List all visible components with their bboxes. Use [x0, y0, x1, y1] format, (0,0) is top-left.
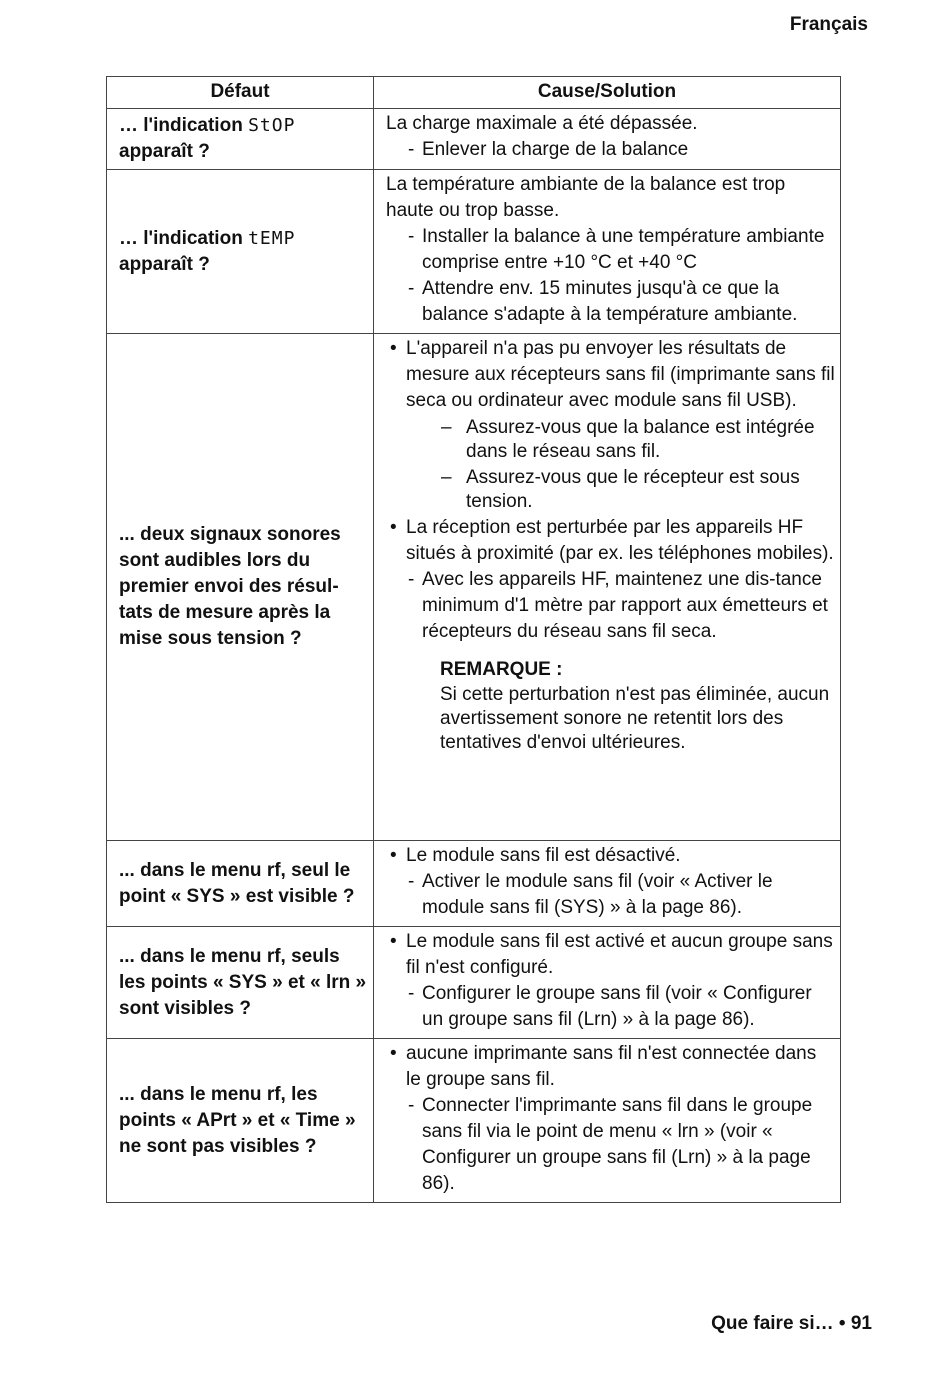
- defaut-cell: [107, 170, 374, 334]
- cause-bullet: • Le module sans fil est désactivé.: [386, 843, 836, 869]
- table-row: [107, 927, 841, 1039]
- defaut-cell: ... dans le menu rf, seul le point « SYS » est visible ?: [107, 841, 374, 927]
- solution-substep: – Assurez-vous que le récepteur est sous tension.: [386, 466, 836, 514]
- solution-cell: [374, 334, 841, 841]
- column-header-cause: Cause/Solution: [374, 77, 841, 109]
- display-indicator-stop: StOP: [248, 115, 296, 136]
- solution-cell: [374, 841, 841, 927]
- remark-block: [440, 657, 836, 755]
- table-row: [107, 334, 841, 841]
- solution-cell: [374, 1039, 841, 1203]
- page-footer: Que faire si… • 91: [711, 1313, 872, 1334]
- defaut-cell: [107, 109, 374, 170]
- solution-substep: – Assurez-vous que la balance est intégrée dans le réseau sans fil.: [386, 416, 836, 464]
- defaut-cell: ... dans le menu rf, seuls les points « SYS » et « lrn » sont visibles ?: [107, 927, 374, 1039]
- solution-cell: [374, 927, 841, 1039]
- table-header-row: [107, 77, 841, 109]
- solution-step: - Configurer le groupe sans fil (voir « Configurer un groupe sans fil (Lrn) » à la page 86).: [386, 981, 836, 1033]
- cause-bullet: • Le module sans fil est activé et aucun groupe sans fil n'est configuré.: [386, 929, 836, 981]
- solution-step: - Activer le module sans fil (voir « Activer le module sans fil (SYS) » à la page 86).: [386, 869, 836, 921]
- remark-title: REMARQUE :: [440, 659, 563, 680]
- defaut-text: apparaît ?: [119, 141, 210, 162]
- defaut-text: … l'indication: [119, 227, 249, 249]
- solution-step: - Enlever la charge de la balance: [386, 137, 836, 163]
- solution-step: - Attendre env. 15 minutes jusqu'à ce que la balance s'adapte à la température ambiante.: [386, 276, 836, 328]
- cause-bullet: • La réception est perturbée par les appareils HF situés à proximité (par ex. les téléphones mobiles).: [386, 515, 836, 567]
- solution-cell: [374, 109, 841, 170]
- solution-step: - Connecter l'imprimante sans fil dans le groupe sans fil via le point de menu « lrn » (voir « Configurer un groupe sans fil (Lrn) » à la page 86).: [386, 1093, 836, 1197]
- cause-text: La charge maximale a été dépassée.: [386, 113, 698, 134]
- defaut-cell: ... dans le menu rf, les points « APrt » et « Time » ne sont pas visibles ?: [107, 1039, 374, 1203]
- defaut-cell: ... deux signaux sonores sont audibles lors du premier envoi des résul-tats de mesure après la mise sous tension ?: [107, 334, 374, 841]
- cause-text: La température ambiante de la balance est trop haute ou trop basse.: [386, 174, 786, 221]
- solution-step: - Avec les appareils HF, maintenez une dis-tance minimum d'1 mètre par rapport aux émetteurs et récepteurs du réseau sans fil seca.: [386, 567, 836, 645]
- table-row: [107, 109, 841, 170]
- display-indicator-temp: tEMP: [248, 227, 296, 249]
- cause-bullet: • L'appareil n'a pas pu envoyer les résultats de mesure aux récepteurs sans fil (imprimante sans fil seca ou ordinateur avec module sans fil USB).: [386, 336, 836, 414]
- defaut-text: … l'indication: [119, 115, 249, 136]
- solution-step: - Installer la balance à une température ambiante comprise entre +10 °C et +40 °C: [386, 224, 836, 276]
- solution-cell: [374, 170, 841, 334]
- column-header-defaut: Défaut: [107, 77, 374, 109]
- troubleshooting-table: [106, 76, 841, 1203]
- table-row: [107, 170, 841, 334]
- table-row: [107, 1039, 841, 1203]
- remark-text: Si cette perturbation n'est pas éliminée, aucun avertissement sonore ne retentit lors des tentatives d'envoi ultérieures.: [440, 684, 830, 753]
- cause-bullet: • aucune imprimante sans fil n'est connectée dans le groupe sans fil.: [386, 1041, 836, 1093]
- table-row: [107, 841, 841, 927]
- language-label: Français: [789, 14, 868, 35]
- defaut-text: apparaît ?: [119, 253, 210, 275]
